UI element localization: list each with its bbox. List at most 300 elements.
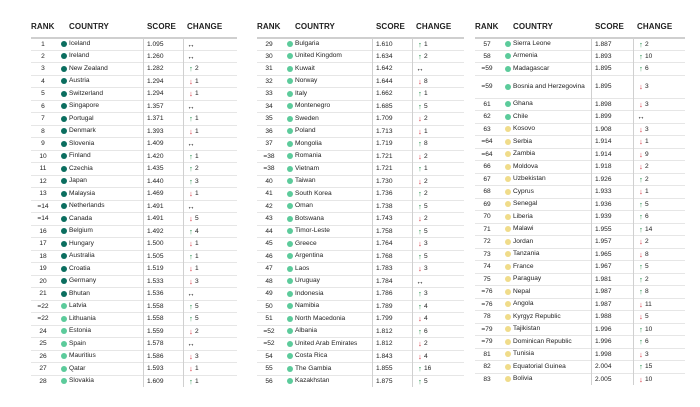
country-cell: Jordan bbox=[513, 237, 534, 245]
score-cell: 1.895 bbox=[595, 65, 612, 73]
change-cell bbox=[416, 139, 456, 148]
table-row bbox=[475, 123, 685, 136]
change-cell bbox=[416, 114, 456, 123]
change-value: 5 bbox=[424, 202, 428, 210]
change-value: 1 bbox=[645, 138, 649, 146]
level-dot-icon bbox=[287, 116, 293, 122]
country-cell: Bulgaria bbox=[295, 40, 320, 48]
level-dot-icon bbox=[287, 241, 293, 247]
table-row bbox=[475, 373, 685, 386]
country-cell: Costa Rica bbox=[295, 352, 328, 360]
level-dot-icon bbox=[505, 151, 511, 157]
change-value: 3 bbox=[424, 240, 428, 248]
table-row bbox=[475, 173, 685, 186]
table-row bbox=[257, 300, 464, 313]
level-dot-icon bbox=[505, 114, 511, 120]
level-indicator bbox=[505, 53, 513, 59]
table-row bbox=[257, 87, 464, 100]
change-cell bbox=[637, 175, 677, 184]
change-cell bbox=[416, 264, 456, 273]
score-cell: 1.533 bbox=[147, 277, 164, 285]
rank-cell: 24 bbox=[39, 327, 47, 335]
change-value: 3 bbox=[424, 265, 428, 273]
level-indicator bbox=[287, 66, 295, 72]
level-indicator bbox=[287, 91, 295, 97]
arrow-up-icon: ↑ bbox=[418, 326, 422, 336]
score-cell: 1.721 bbox=[376, 165, 393, 173]
arrow-up-icon: ↑ bbox=[418, 139, 422, 149]
level-indicator bbox=[505, 66, 513, 72]
level-dot-icon bbox=[505, 226, 511, 232]
score-cell: 1.743 bbox=[376, 215, 393, 223]
country-cell: Japan bbox=[69, 177, 87, 185]
level-dot-icon bbox=[61, 66, 67, 72]
level-dot-icon bbox=[287, 228, 293, 234]
change-cell bbox=[416, 102, 456, 111]
table-row bbox=[475, 298, 685, 311]
score-cell: 1.875 bbox=[376, 377, 393, 385]
score-cell: 1.812 bbox=[376, 327, 393, 335]
table-row bbox=[257, 162, 464, 175]
change-value: 16 bbox=[424, 365, 432, 373]
ranking-column-1 bbox=[31, 15, 237, 387]
score-cell: 1.998 bbox=[595, 350, 612, 358]
arrow-down-icon: ↓ bbox=[639, 299, 643, 309]
table-row bbox=[475, 235, 685, 248]
level-dot-icon bbox=[287, 353, 293, 359]
change-cell bbox=[416, 89, 456, 98]
change-cell bbox=[416, 327, 456, 336]
change-cell bbox=[637, 275, 677, 284]
rank-cell: =52 bbox=[263, 327, 275, 335]
arrow-down-icon: ↓ bbox=[189, 276, 193, 286]
score-header: SCORE bbox=[376, 21, 405, 31]
arrow-down-icon: ↓ bbox=[418, 214, 422, 224]
table-row bbox=[31, 37, 237, 50]
arrow-both-icon: ↔ bbox=[187, 39, 195, 49]
change-cell bbox=[187, 264, 227, 273]
level-indicator bbox=[287, 241, 295, 247]
country-cell: Armenia bbox=[513, 52, 538, 60]
level-indicator bbox=[287, 41, 295, 47]
table-row bbox=[475, 98, 685, 111]
table-row bbox=[257, 350, 464, 363]
arrow-down-icon: ↓ bbox=[639, 137, 643, 147]
rank-cell: 51 bbox=[265, 315, 273, 323]
country-cell: Mongolia bbox=[295, 139, 322, 147]
rank-cell: 62 bbox=[483, 113, 491, 121]
country-cell: Qatar bbox=[69, 364, 86, 372]
rank-cell: 11 bbox=[39, 165, 47, 173]
table-row bbox=[31, 275, 237, 288]
change-value: 2 bbox=[645, 40, 649, 48]
column-divider bbox=[183, 37, 184, 387]
arrow-down-icon: ↓ bbox=[639, 124, 643, 134]
change-value: 1 bbox=[424, 90, 428, 98]
change-cell bbox=[416, 64, 456, 73]
level-dot-icon bbox=[287, 91, 293, 97]
change-cell bbox=[637, 52, 677, 61]
change-cell bbox=[637, 137, 677, 146]
arrow-up-icon: ↑ bbox=[189, 164, 193, 174]
level-dot-icon bbox=[61, 241, 67, 247]
level-dot-icon bbox=[505, 53, 511, 59]
table-row bbox=[31, 250, 237, 263]
table-row bbox=[475, 310, 685, 323]
arrow-up-icon: ↑ bbox=[189, 176, 193, 186]
level-indicator bbox=[505, 364, 513, 370]
score-cell: 1.491 bbox=[147, 202, 164, 210]
level-indicator bbox=[505, 351, 513, 357]
arrow-up-icon: ↑ bbox=[418, 164, 422, 174]
rank-cell: 44 bbox=[265, 227, 273, 235]
arrow-down-icon: ↓ bbox=[189, 89, 193, 99]
level-dot-icon bbox=[287, 266, 293, 272]
score-cell: 1.505 bbox=[147, 252, 164, 260]
rank-cell: 54 bbox=[265, 352, 273, 360]
change-value: 2 bbox=[424, 152, 428, 160]
level-dot-icon bbox=[61, 141, 67, 147]
change-cell bbox=[416, 377, 456, 386]
country-cell: Argentina bbox=[295, 252, 324, 260]
change-value: 8 bbox=[424, 77, 428, 85]
change-cell bbox=[637, 300, 677, 309]
country-cell: Vietnam bbox=[295, 164, 320, 172]
change-cell bbox=[187, 64, 227, 73]
change-value: 4 bbox=[424, 302, 428, 310]
change-value: 6 bbox=[424, 327, 428, 335]
table-row bbox=[31, 350, 237, 363]
arrow-down-icon: ↓ bbox=[639, 349, 643, 359]
rank-cell: 18 bbox=[39, 252, 47, 260]
arrow-down-icon: ↓ bbox=[418, 151, 422, 161]
score-cell: 1.914 bbox=[595, 150, 612, 158]
level-indicator bbox=[61, 178, 69, 184]
column-divider bbox=[633, 37, 634, 385]
arrow-up-icon: ↑ bbox=[639, 174, 643, 184]
change-value: 6 bbox=[645, 213, 649, 221]
arrow-up-icon: ↑ bbox=[639, 39, 643, 49]
country-cell: Mauritius bbox=[69, 352, 96, 360]
arrow-down-icon: ↓ bbox=[189, 214, 193, 224]
score-cell: 1.887 bbox=[595, 40, 612, 48]
level-dot-icon bbox=[505, 289, 511, 295]
score-cell: 1.491 bbox=[147, 215, 164, 223]
rank-cell: 28 bbox=[39, 377, 47, 385]
level-indicator bbox=[287, 278, 295, 284]
change-cell bbox=[416, 127, 456, 136]
table-row bbox=[31, 187, 237, 200]
level-dot-icon bbox=[505, 139, 511, 145]
country-cell: United Arab Emirates bbox=[295, 339, 358, 347]
arrow-up-icon: ↑ bbox=[639, 224, 643, 234]
change-cell bbox=[637, 250, 677, 259]
score-cell: 1.536 bbox=[147, 290, 164, 298]
level-indicator bbox=[61, 141, 69, 147]
rank-cell: 71 bbox=[483, 225, 491, 233]
rank-cell: 46 bbox=[265, 252, 273, 260]
level-dot-icon bbox=[61, 303, 67, 309]
level-indicator bbox=[505, 326, 513, 332]
level-dot-icon bbox=[287, 203, 293, 209]
change-value: 5 bbox=[645, 200, 649, 208]
rank-cell: 31 bbox=[265, 65, 273, 73]
arrow-up-icon: ↑ bbox=[418, 39, 422, 49]
rank-cell: 3 bbox=[41, 65, 45, 73]
level-indicator bbox=[287, 341, 295, 347]
arrow-down-icon: ↓ bbox=[418, 114, 422, 124]
country-cell: Namibia bbox=[295, 302, 320, 310]
rank-cell: =14 bbox=[37, 202, 49, 210]
arrow-down-icon: ↓ bbox=[639, 82, 643, 91]
level-indicator bbox=[505, 176, 513, 182]
table-row bbox=[31, 50, 237, 63]
rank-cell: 2 bbox=[41, 52, 45, 60]
rank-cell: 9 bbox=[41, 140, 45, 148]
level-dot-icon bbox=[287, 378, 293, 384]
column-divider bbox=[372, 37, 373, 387]
change-value: 2 bbox=[424, 340, 428, 348]
level-dot-icon bbox=[505, 214, 511, 220]
rank-cell: 30 bbox=[265, 52, 273, 60]
score-cell: 1.843 bbox=[376, 352, 393, 360]
table-row bbox=[31, 287, 237, 300]
level-dot-icon bbox=[61, 378, 67, 384]
change-value: 3 bbox=[195, 277, 199, 285]
change-cell bbox=[416, 352, 456, 361]
table-row bbox=[475, 260, 685, 273]
change-value: 5 bbox=[424, 102, 428, 110]
rank-cell: 69 bbox=[483, 200, 491, 208]
level-dot-icon bbox=[61, 291, 67, 297]
rank-cell: 61 bbox=[483, 100, 491, 108]
arrow-up-icon: ↑ bbox=[418, 301, 422, 311]
change-cell bbox=[416, 302, 456, 311]
arrow-down-icon: ↓ bbox=[639, 162, 643, 172]
level-indicator bbox=[287, 291, 295, 297]
arrow-up-icon: ↑ bbox=[418, 89, 422, 99]
level-dot-icon bbox=[287, 141, 293, 147]
change-cell bbox=[637, 312, 677, 321]
change-cell bbox=[187, 202, 227, 211]
rank-cell: 1 bbox=[41, 40, 45, 48]
level-dot-icon bbox=[505, 84, 511, 90]
level-dot-icon bbox=[287, 178, 293, 184]
level-indicator bbox=[61, 241, 69, 247]
arrow-up-icon: ↑ bbox=[418, 189, 422, 199]
table-row bbox=[31, 162, 237, 175]
score-cell: 1.435 bbox=[147, 165, 164, 173]
level-dot-icon bbox=[505, 276, 511, 282]
score-cell: 1.685 bbox=[376, 102, 393, 110]
change-value: 2 bbox=[424, 115, 428, 123]
change-cell bbox=[416, 164, 456, 173]
level-indicator bbox=[505, 201, 513, 207]
arrow-down-icon: ↓ bbox=[189, 351, 193, 361]
country-cell: Bolivia bbox=[513, 375, 533, 383]
country-cell: Oman bbox=[295, 202, 313, 210]
table-row bbox=[257, 312, 464, 325]
arrow-up-icon: ↑ bbox=[639, 64, 643, 74]
column-divider bbox=[412, 37, 413, 387]
score-cell: 1.955 bbox=[595, 225, 612, 233]
table-row bbox=[31, 62, 237, 75]
change-cell bbox=[637, 375, 677, 384]
change-value: 8 bbox=[424, 140, 428, 148]
level-dot-icon bbox=[287, 166, 293, 172]
table-row bbox=[257, 112, 464, 125]
level-dot-icon bbox=[61, 316, 67, 322]
arrow-up-icon: ↑ bbox=[418, 364, 422, 374]
level-dot-icon bbox=[505, 126, 511, 132]
level-indicator bbox=[61, 328, 69, 334]
score-cell: 1.783 bbox=[376, 265, 393, 273]
score-cell: 1.789 bbox=[376, 302, 393, 310]
rank-cell: 10 bbox=[39, 152, 47, 160]
level-indicator bbox=[505, 239, 513, 245]
country-cell: Dominican Republic bbox=[513, 337, 572, 345]
country-cell: The Gambia bbox=[295, 364, 332, 372]
level-dot-icon bbox=[61, 341, 67, 347]
table-row bbox=[31, 150, 237, 163]
rank-cell: =79 bbox=[481, 325, 493, 333]
level-indicator bbox=[287, 228, 295, 234]
change-cell bbox=[637, 125, 677, 134]
score-cell: 1.713 bbox=[376, 127, 393, 135]
rank-header: RANK bbox=[257, 21, 281, 31]
country-cell: North Macedonia bbox=[295, 314, 346, 322]
country-cell: Austria bbox=[69, 77, 90, 85]
score-cell: 1.918 bbox=[595, 163, 612, 171]
level-indicator bbox=[505, 139, 513, 145]
change-value: 2 bbox=[424, 215, 428, 223]
level-dot-icon bbox=[505, 264, 511, 270]
change-value: 10 bbox=[645, 52, 653, 60]
country-cell: Kuwait bbox=[295, 64, 315, 72]
change-cell bbox=[637, 100, 677, 109]
level-indicator bbox=[61, 228, 69, 234]
arrow-down-icon: ↓ bbox=[418, 314, 422, 324]
rank-cell: 37 bbox=[265, 140, 273, 148]
country-cell: Ireland bbox=[69, 52, 90, 60]
level-dot-icon bbox=[61, 216, 67, 222]
country-cell: Uruguay bbox=[295, 277, 320, 285]
rank-cell: 82 bbox=[483, 363, 491, 371]
arrow-down-icon: ↓ bbox=[189, 189, 193, 199]
level-indicator bbox=[505, 41, 513, 47]
change-header: CHANGE bbox=[637, 21, 673, 31]
level-dot-icon bbox=[61, 253, 67, 259]
table-row bbox=[31, 125, 237, 138]
table-row bbox=[257, 225, 464, 238]
rank-cell: =76 bbox=[481, 300, 493, 308]
change-cell bbox=[416, 252, 456, 261]
arrow-up-icon: ↑ bbox=[418, 101, 422, 111]
score-cell: 1.260 bbox=[147, 52, 164, 60]
change-value: 1 bbox=[195, 240, 199, 248]
level-indicator bbox=[287, 353, 295, 359]
score-cell: 1.786 bbox=[376, 290, 393, 298]
score-cell: 1.987 bbox=[595, 288, 612, 296]
table-row bbox=[31, 87, 237, 100]
table-row bbox=[257, 75, 464, 88]
country-cell: Croatia bbox=[69, 264, 91, 272]
score-cell: 1.893 bbox=[595, 52, 612, 60]
arrow-down-icon: ↓ bbox=[639, 99, 643, 109]
level-indicator bbox=[61, 291, 69, 297]
country-cell: Indonesia bbox=[295, 289, 324, 297]
country-cell: Sweden bbox=[295, 114, 319, 122]
country-cell: Italy bbox=[295, 89, 308, 97]
change-value: 6 bbox=[645, 65, 649, 73]
country-cell: Timor-Leste bbox=[295, 227, 330, 235]
level-indicator bbox=[287, 53, 295, 59]
country-cell: Romania bbox=[295, 152, 322, 160]
table-row bbox=[475, 198, 685, 211]
change-value: 2 bbox=[195, 327, 199, 335]
change-value: 8 bbox=[645, 250, 649, 258]
change-value: 3 bbox=[645, 83, 649, 90]
level-indicator bbox=[505, 276, 513, 282]
table-row bbox=[31, 237, 237, 250]
country-cell: Serbia bbox=[513, 137, 533, 145]
arrow-down-icon: ↓ bbox=[418, 176, 422, 186]
change-value: 1 bbox=[195, 252, 199, 260]
score-cell: 1.988 bbox=[595, 313, 612, 321]
table-row bbox=[475, 185, 685, 198]
country-cell: Angola bbox=[513, 300, 534, 308]
rank-cell: 48 bbox=[265, 277, 273, 285]
arrow-down-icon: ↓ bbox=[639, 374, 643, 384]
score-cell: 1.644 bbox=[376, 77, 393, 85]
table-row bbox=[257, 237, 464, 250]
table-row bbox=[475, 210, 685, 223]
table-row bbox=[257, 50, 464, 63]
score-cell: 1.926 bbox=[595, 175, 612, 183]
level-dot-icon bbox=[61, 178, 67, 184]
rank-cell: =14 bbox=[37, 215, 49, 223]
level-dot-icon bbox=[505, 239, 511, 245]
score-cell: 1.812 bbox=[376, 340, 393, 348]
rank-cell: 55 bbox=[265, 365, 273, 373]
change-cell bbox=[637, 262, 677, 271]
change-header: CHANGE bbox=[187, 21, 223, 31]
rank-cell: 81 bbox=[483, 350, 491, 358]
rank-cell: 33 bbox=[265, 90, 273, 98]
change-cell bbox=[637, 212, 677, 221]
change-value: 2 bbox=[195, 65, 199, 73]
column-divider bbox=[591, 37, 592, 385]
change-cell bbox=[637, 150, 677, 159]
country-cell: Botswana bbox=[295, 214, 324, 222]
arrow-both-icon: ↔ bbox=[416, 276, 424, 286]
country-cell: Senegal bbox=[513, 200, 538, 208]
score-cell: 1.768 bbox=[376, 252, 393, 260]
score-cell: 1.996 bbox=[595, 338, 612, 346]
table-row bbox=[257, 200, 464, 213]
change-value: 14 bbox=[645, 225, 653, 233]
score-cell: 1.609 bbox=[147, 377, 164, 385]
change-value: 5 bbox=[424, 377, 428, 385]
score-cell: 1.294 bbox=[147, 77, 164, 85]
rank-header: RANK bbox=[31, 21, 55, 31]
table-row bbox=[257, 262, 464, 275]
level-indicator bbox=[287, 378, 295, 384]
table-row bbox=[475, 160, 685, 173]
change-value: 5 bbox=[195, 302, 199, 310]
rank-cell: =76 bbox=[481, 288, 493, 296]
change-value: 2 bbox=[645, 163, 649, 171]
